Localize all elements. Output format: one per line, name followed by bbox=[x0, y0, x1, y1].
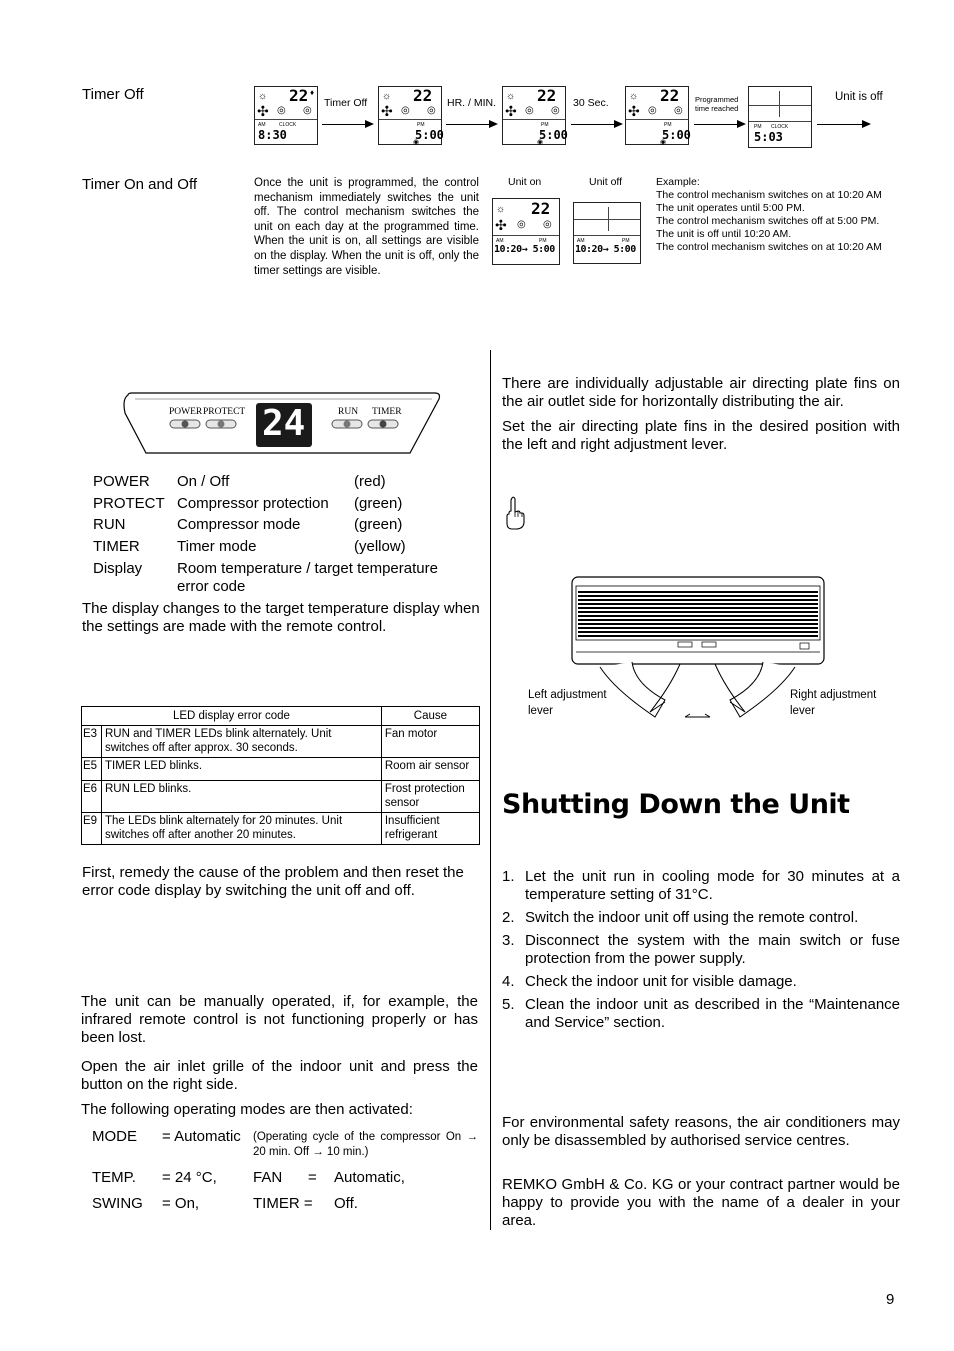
step-label-line: time reached bbox=[695, 104, 739, 113]
led-color: (yellow) bbox=[354, 538, 406, 555]
led-color: (red) bbox=[354, 473, 386, 490]
example-line: The control mechanism switches off at 5:00 PM. bbox=[656, 215, 880, 227]
pm-indicator: PM bbox=[417, 122, 425, 128]
error-description: The LEDs blink alternately for 20 minutes. Unit switches off after another 20 minutes. bbox=[102, 813, 382, 845]
label-line: Right adjustment bbox=[790, 689, 877, 701]
disposal-note: For environmental safety reasons, the air conditioners may only be disassembled by authorised service centres. bbox=[502, 1114, 900, 1149]
led-name: POWER bbox=[93, 473, 150, 490]
lcd-display-clock bbox=[254, 86, 318, 145]
temperature-readout: 22 bbox=[531, 199, 551, 218]
error-reset-note: First, remedy the cause of the problem and then reset the error code display by switching the unit off and off. bbox=[82, 864, 464, 899]
am-indicator: AM bbox=[258, 122, 266, 128]
swing-label: SWING bbox=[92, 1195, 143, 1212]
sun-icon: ☼ bbox=[496, 204, 506, 215]
time-readout: 10:20→ 5:00 bbox=[494, 244, 555, 255]
list-item: 5. Clean the indoor unit as described in the “Maintenance and Service” section. bbox=[502, 996, 900, 1031]
led-name: RUN bbox=[93, 516, 126, 533]
lcd-display-unit-off bbox=[573, 202, 641, 264]
unit-on-label: Unit on bbox=[508, 176, 542, 188]
temperature-readout: 22 bbox=[413, 86, 433, 105]
led-name: Display bbox=[93, 560, 143, 577]
list-item: 2. Switch the indoor unit off using the remote control. bbox=[502, 909, 859, 926]
fan-icon: ✣ bbox=[257, 103, 269, 119]
step-label-line: Programmed bbox=[695, 95, 739, 104]
lcd-display-timer bbox=[625, 86, 689, 145]
error-description: RUN LED blinks. bbox=[102, 781, 382, 813]
swing-icon: ◎ bbox=[517, 219, 526, 230]
step-text: Switch the indoor unit off using the remote control. bbox=[525, 909, 859, 926]
arrow-right-icon bbox=[571, 124, 621, 125]
error-table-header-cause: Cause bbox=[381, 707, 479, 726]
error-cause: Room air sensor bbox=[381, 758, 479, 781]
step-text: Let the unit run in cooling mode for 30 minutes at a temperature setting of 31°C. bbox=[525, 868, 900, 903]
table-row bbox=[82, 781, 480, 813]
example-line: The control mechanism switches on at 10:20 AM bbox=[656, 189, 882, 201]
temperature-readout: 22 bbox=[289, 86, 309, 105]
led-name: TIMER bbox=[93, 538, 140, 555]
lcd-display-timer bbox=[378, 86, 442, 145]
error-cause: Fan motor bbox=[381, 726, 479, 758]
example-title: Example: bbox=[656, 176, 700, 188]
dealer-note: REMKO GmbH & Co. KG or your contract partner would be happy to provide you with the name of a dealer in your area. bbox=[502, 1176, 900, 1229]
clock-indicator: CLOCK bbox=[279, 122, 297, 128]
error-table-header-code: LED display error code bbox=[82, 707, 382, 726]
step-label: 30 Sec. bbox=[573, 97, 609, 109]
step-text: Disconnect the system with the main switch or fuse protection from the power supply. bbox=[525, 932, 900, 967]
swing-icon: ◎ bbox=[303, 105, 312, 116]
fan-icon: ✣ bbox=[628, 103, 640, 119]
step-label: Unit is off bbox=[835, 91, 883, 103]
list-item: 1. Let the unit run in cooling mode for 30 minutes at a temperature setting of 31°C. bbox=[502, 868, 900, 903]
timer-example bbox=[656, 176, 916, 254]
error-code: E5 bbox=[82, 758, 102, 781]
list-item: 3. Disconnect the system with the main switch or fuse protection from the power supply. bbox=[502, 932, 900, 967]
led-function: Timer mode bbox=[177, 538, 257, 555]
table-row bbox=[82, 758, 480, 781]
led-function: Compressor protection bbox=[177, 495, 329, 512]
timer-off-icon: ◉ bbox=[537, 139, 544, 146]
temp-value: = 24 °C, bbox=[162, 1169, 217, 1186]
time-readout: 5:00 bbox=[415, 128, 444, 142]
error-description: RUN and TIMER LEDs blink alternately. Unit switches off after approx. 30 seconds. bbox=[102, 726, 382, 758]
swing-icon: ◎ bbox=[277, 105, 286, 116]
temperature-display: 24 bbox=[262, 403, 306, 444]
pm-indicator: PM bbox=[539, 238, 547, 244]
clock-indicator: CLOCK bbox=[771, 124, 789, 130]
temperature-readout: 22 bbox=[537, 86, 557, 105]
right-adjustment-lever-label bbox=[790, 688, 876, 719]
led-function: Room temperature / target temperature error code bbox=[177, 560, 438, 595]
lcd-display-timer bbox=[502, 86, 566, 145]
timer-off-icon: ◉ bbox=[413, 139, 420, 146]
step-label: Timer Off bbox=[324, 97, 368, 109]
list-item: 4. Check the indoor unit for visible damage. bbox=[502, 973, 797, 990]
display-note: The display changes to the target temperature display when the settings are made with the remote control. bbox=[82, 600, 480, 635]
led-function: Compressor mode bbox=[177, 516, 301, 533]
time-readout: 5:00 bbox=[662, 128, 691, 142]
temp-label: TEMP. bbox=[92, 1169, 136, 1186]
am-indicator: AM bbox=[577, 238, 585, 244]
fins-description: There are individually adjustable air directing plate fins on the air outlet side for horizontally distributing the air. bbox=[502, 375, 900, 410]
time-readout: 10:20→ 5:00 bbox=[575, 244, 636, 255]
thermometer-icon: ♦ bbox=[310, 88, 315, 97]
fan-equals: = bbox=[308, 1169, 317, 1186]
time-readout: 8:30 bbox=[258, 128, 287, 142]
example-line: The control mechanism switches on at 10:20 AM bbox=[656, 241, 882, 253]
manual-operation-intro: The unit can be manually operated, if, for example, the infrared remote control is not functioning properly or has been lost. bbox=[81, 993, 478, 1046]
timer-value: Off. bbox=[334, 1195, 358, 1212]
am-indicator: AM bbox=[496, 238, 504, 244]
label-line: Left adjustment bbox=[528, 689, 607, 701]
step-text: Clean the indoor unit as described in the “Maintenance and Service” section. bbox=[525, 996, 900, 1031]
label-line: lever bbox=[790, 704, 815, 717]
lcd-display-off bbox=[748, 86, 812, 148]
timer-off-icon: ◉ bbox=[660, 139, 667, 146]
error-code-table bbox=[81, 706, 480, 845]
led-function: On / Off bbox=[177, 473, 230, 490]
mode-value: = Automatic bbox=[162, 1128, 241, 1145]
label-line: lever bbox=[528, 704, 553, 717]
swing-icon: ◎ bbox=[648, 105, 657, 116]
left-adjustment-lever-label bbox=[528, 688, 607, 719]
timer-label: TIMER = bbox=[253, 1195, 313, 1212]
error-code: E9 bbox=[82, 813, 102, 845]
table-row bbox=[82, 726, 480, 758]
section-title-shutting-down: Shutting Down the Unit bbox=[502, 789, 850, 820]
arrow-right-icon bbox=[817, 124, 869, 125]
unit-off-label: Unit off bbox=[589, 176, 623, 188]
manual-modes-intro: The following operating modes are then activated: bbox=[81, 1101, 413, 1118]
error-description: TIMER LED blinks. bbox=[102, 758, 382, 781]
fan-icon: ✣ bbox=[495, 217, 507, 233]
timer-on-off-description: Once the unit is programmed, the control mechanism immediately switches the unit off. The control mechanism switches the unit on each day at the programmed time. When the unit is on, all settings are visible on the display. When the unit is off, only the timer settings are visible. bbox=[254, 177, 479, 277]
time-readout: 5:00 bbox=[539, 128, 568, 142]
pm-indicator: PM bbox=[754, 124, 762, 130]
mode-label: MODE bbox=[92, 1128, 137, 1145]
swing-icon: ◎ bbox=[427, 105, 436, 116]
swing-icon: ◎ bbox=[543, 219, 552, 230]
power-led-label: POWER bbox=[169, 407, 203, 417]
sun-icon: ☼ bbox=[506, 91, 516, 102]
page-number: 9 bbox=[886, 1291, 895, 1308]
timer-on-off-heading: Timer On and Off bbox=[82, 176, 198, 193]
sun-icon: ☼ bbox=[382, 91, 392, 102]
arrow-right-icon bbox=[694, 124, 744, 125]
swing-icon: ◎ bbox=[525, 105, 534, 116]
timer-off-heading: Timer Off bbox=[82, 86, 144, 103]
led-color: (green) bbox=[354, 495, 403, 512]
fan-icon: ✣ bbox=[505, 103, 517, 119]
swing-icon: ◎ bbox=[401, 105, 410, 116]
led-name: PROTECT bbox=[93, 495, 165, 512]
step-label: HR. / MIN. bbox=[447, 97, 496, 109]
error-code: E3 bbox=[82, 726, 102, 758]
pm-indicator: PM bbox=[622, 238, 630, 244]
fins-instruction: Set the air directing plate fins in the desired position with the left and right adjustment lever. bbox=[502, 418, 900, 453]
arrow-right-icon bbox=[446, 124, 496, 125]
step-text: Check the indoor unit for visible damage. bbox=[525, 973, 797, 990]
pm-indicator: PM bbox=[664, 122, 672, 128]
protect-led-label: PROTECT bbox=[203, 407, 246, 417]
arrow-right-icon bbox=[322, 124, 372, 125]
fan-label: FAN bbox=[253, 1169, 283, 1186]
fan-value: Automatic, bbox=[334, 1169, 405, 1186]
pointing-hand-icon bbox=[503, 495, 527, 531]
column-divider bbox=[490, 350, 491, 1230]
swing-icon: ◎ bbox=[674, 105, 683, 116]
lcd-display-unit-on bbox=[492, 198, 560, 265]
step-label bbox=[695, 95, 738, 113]
manual-operation-instruction: Open the air inlet grille of the indoor unit and press the button on the right side. bbox=[81, 1058, 478, 1093]
led-color: (green) bbox=[354, 516, 403, 533]
example-line: The unit is off until 10:20 AM. bbox=[656, 228, 792, 240]
example-line: The unit operates until 5:00 PM. bbox=[656, 202, 805, 214]
error-cause: Insufficient refrigerant bbox=[381, 813, 479, 845]
error-code: E6 bbox=[82, 781, 102, 813]
error-cause: Frost protection sensor bbox=[381, 781, 479, 813]
fan-icon: ✣ bbox=[381, 103, 393, 119]
pm-indicator: PM bbox=[541, 122, 549, 128]
temperature-readout: 22 bbox=[660, 86, 680, 105]
sun-icon: ☼ bbox=[258, 91, 268, 102]
time-readout: 5:03 bbox=[754, 130, 783, 144]
sun-icon: ☼ bbox=[629, 91, 639, 102]
shutdown-steps-list bbox=[502, 868, 900, 1037]
timer-led-label: TIMER bbox=[372, 407, 402, 417]
run-led-label: RUN bbox=[338, 407, 359, 417]
mode-note: (Operating cycle of the compressor On → 20 min. Off → 10 min.) bbox=[253, 1131, 478, 1158]
swing-icon: ◎ bbox=[551, 105, 560, 116]
table-row bbox=[82, 813, 480, 845]
swing-value: = On, bbox=[162, 1195, 200, 1212]
